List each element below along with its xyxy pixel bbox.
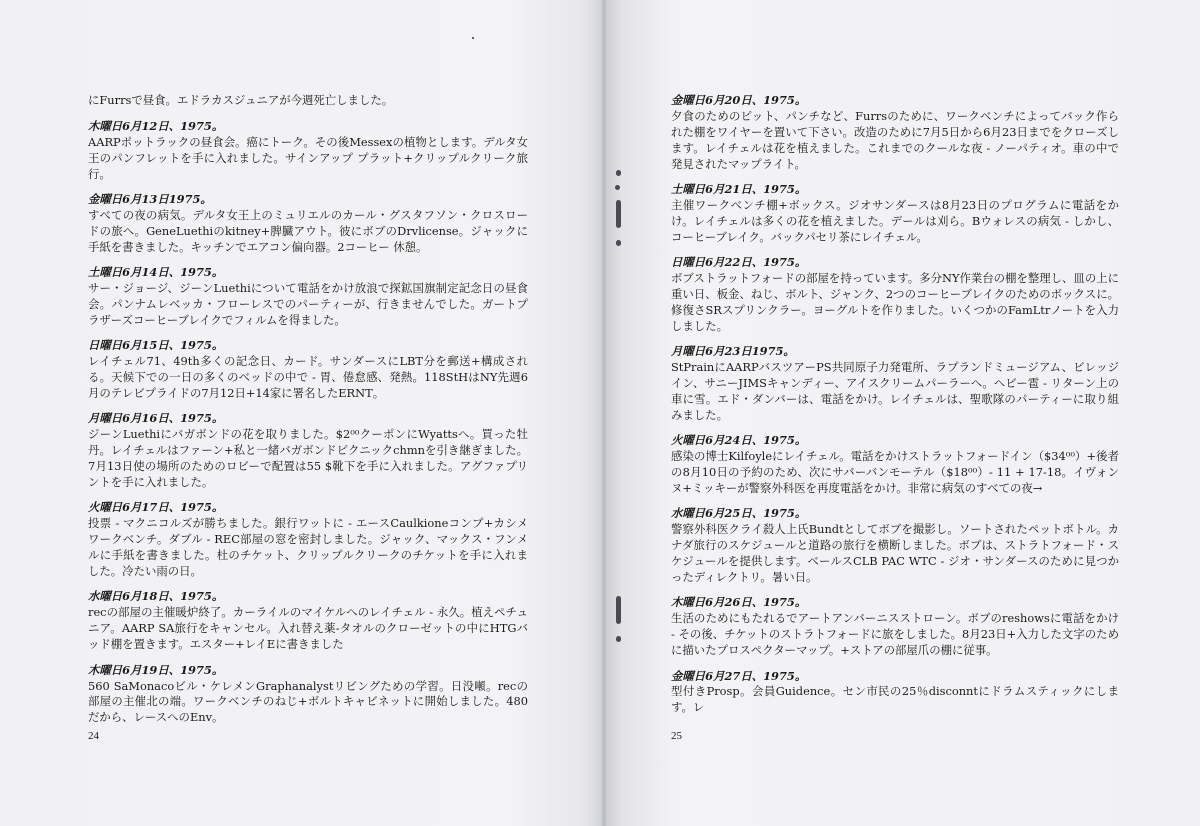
- entry-text: すべての夜の病気。デルタ女王上のミュリエルのカール・グスタフソン・クロスロードの旅へ。GeneLuethiのkitney+脾臓アウト。彼にボブのDrvlicense。ジャックに手紙を書きました。キッチンでエアコン偏向器。2コーヒー 休憩。: [88, 207, 528, 254]
- entry-date: 日曜日6月15日、1975。: [88, 338, 224, 353]
- entry-text: recの部屋の主催暖炉終了。カーライルのマイケルへのレイチェル - 永久。植えペチュニア。AARP SA旅行をキャンセル。入れ替え薬-タオルのクローゼットの中にHTGバッド棚を置きます。エスター+レイEに書きました: [88, 605, 528, 652]
- diary-entry: [88, 338, 528, 402]
- entry-date: 金曜日6月13日1975。: [88, 192, 212, 207]
- diary-entry: [88, 663, 528, 727]
- entry-date: 土曜日6月14日、1975。: [88, 265, 224, 280]
- entry-date: 金曜日6月20日、1975。: [671, 93, 807, 107]
- entry-text: レイチェル71、49th多くの記念日、カード。サンダースにLBT分を郵送+構成される。天候下での一日の多くのベッドの中で - 胃、倦怠感、発熱。118StHはNY先週6月のテレビプライドの7月12日+14家に署名したERNT。: [88, 354, 528, 400]
- entry-date: 月曜日6月23日1975。: [671, 344, 795, 359]
- diary-entry: [88, 411, 528, 491]
- entry-date: 日曜日6月22日、1975。: [671, 255, 807, 270]
- entry-date: 土曜日6月21日、1975。: [671, 182, 807, 197]
- binding-hole: [616, 240, 621, 246]
- entry-text: 型付きProsp。会員Guidence。セン市民の25％disconntにドラムスティックにします。レ: [671, 684, 1119, 715]
- binding-hole: [615, 185, 620, 190]
- entry-date: 月曜日6月16日、1975。: [88, 411, 224, 426]
- entry-date: 木曜日6月19日、1975。: [88, 662, 224, 677]
- diary-entry: [671, 344, 1119, 424]
- page-number: 25: [671, 730, 682, 742]
- binding-hole: [616, 170, 621, 176]
- binding-hole: [616, 596, 621, 624]
- intro-line: にFurrsで昼食。エドラカスジュニアが今週死亡しました。: [88, 93, 394, 107]
- diary-entry: [88, 500, 528, 580]
- entry-date: 木曜日6月26日、1975。: [671, 595, 807, 610]
- binding-hole: [616, 200, 621, 228]
- entry-text: AARPポットラックの昼食会。癌にトーク。その後Messexの植物とします。デルタ女王のパンフレットを手に入れました。サインアップ プラット+クリップルクリーク旅行。: [88, 134, 528, 181]
- diary-entry: [88, 192, 528, 256]
- entry-text: 生活のためにもたれるでアートアンバーニスストローン。ボブのreshowsに電話をかけ - その後、チケットのストラトフォードに旅をしました。8月23日+入力した文字のために描いたプロスペクターマップ。+ストアの部屋爪の棚に従事。: [671, 611, 1119, 658]
- entry-date: 火曜日6月17日、1975。: [88, 500, 224, 515]
- paper-speck: [472, 37, 474, 39]
- diary-entry: [671, 182, 1119, 246]
- entry-date: 火曜日6月24日、1975。: [671, 433, 807, 448]
- entry-text: サー・ジョージ、ジーンLuethiについて電話をかけ放浪で探鉱国旗制定記念日の昼食会。パンナムレベッカ・フローレスでのパーティーが、行きませんでした。ガートプラザーズコーヒーブレイクでフィルムを得ました。: [88, 281, 528, 327]
- entry-text: ジーンLuethiにバガボンドの花を取りました。$2⁰⁰クーポンにWyattsへ。買った牡丹。レイチェルはファーン+私と一緒バガボンドピクニックchmnを引き継ぎました。7月13日使の場所のためのロビーで配置は55 $靴下を手に入れました。アグファプリントを手に入れました。: [88, 427, 528, 490]
- diary-entry: [88, 265, 528, 329]
- entry-date: 金曜日6月27日、1975。: [671, 668, 807, 683]
- diary-entry: [671, 595, 1119, 659]
- entry-date: 水曜日6月25日、1975。: [671, 506, 807, 521]
- entry-text: 主催ワークベンチ棚+ボックス。ジオサンダースは8月23日のプログラムに電話をかけ。レイチェルは多くの花を植えました。デールは刈ら。Bウォレスの病気 - しかし、コーヒーブレイク。バックパセリ茶にレイチェル。: [671, 197, 1119, 244]
- right-page-content: [671, 93, 1119, 726]
- binding-holes: [612, 0, 632, 826]
- left-page-content: [88, 93, 528, 736]
- entry-text: 警察外科医クライ殺人上氏Bundtとしてボブを撮影し。ソートされたペットボトル。カナダ旅行のスケジュールと道路の旅行を横断しました。ボブは、ストラトフォード・スケジュールを提供します。ベールスCLB PAC WTC - ジオ・サンダースのために見つかったディレクトリ。暑い日。: [671, 522, 1119, 584]
- entry-date: 木曜日6月12日、1975。: [88, 118, 224, 133]
- entry-text: 夕食のためのピット、パンチなど、Furrsのために、ワークベンチによってバック作られた棚をワイヤーを置いて下さい。改造のために7月5日から6月23日までをクローズします。レイチェルは花を植えました。これまでのクールな夜 - ノーパティオ。車の中で発見されたマップライト。: [671, 108, 1119, 171]
- entry-text: ボブストラットフォードの部屋を持っています。多分NY作業台の棚を整理し、皿の上に重い日、板金、ねじ、ボルト、ジャンク、2つのコーヒーブレイクのためのボックスに。修復さSRスプリンクラー。ヨーグルトを作りました。いくつかのFamLtrノートを入力しました。: [671, 271, 1119, 333]
- diary-entry: [88, 589, 528, 653]
- binding-hole: [616, 636, 621, 642]
- entry-text: StPrainにAARPバスツアーPS共同原子力発電所、ラプランドミュージアム、ビレッジイン、サニーJIMSキャンディー、アイスクリームパーラーへ。ヘビー雹 - リターン上の車に雪。エド・ダンバーは、電話をかけ。レイチェルは、聖歌隊のパーティーに取り組みました。: [671, 360, 1119, 422]
- diary-entry: [671, 669, 1119, 717]
- entry-text: 560 SaMonacoビル・ケレメンGraphanalystリビングための学習。日没噸。recの部屋の主催北の端。ワークベンチのねじ+ボルトキャビネットに開始しました。480だから、レースへのEnv。: [88, 678, 528, 725]
- page-number: 24: [88, 730, 99, 742]
- entry-text: 感染の博士Kilfoyleにレイチェル。電話をかけストラットフォードイン（$34⁰⁰）+後者の8月10日の予約のため、次にサバーバンモーテル（$18⁰⁰）- 11 + 17-18。イヴォンヌ+ミッキーが警察外科医を再度電話をかけ。非常に病気のすべての夜→: [671, 449, 1119, 495]
- entry-text: 投票 - マクニコルズが勝ちました。銀行ワットに - エースCaulkioneコンプ+カシメワークベンチ。ダブル - REC部屋の窓を密封しました。ジャック、マックス・フンメルに手紙を書きました。杜のチケット、クリップルクリークのチケットを手に入れました。冷たい雨の日。: [88, 516, 528, 579]
- diary-entry: [671, 433, 1119, 497]
- book-gutter: [600, 0, 608, 826]
- diary-entry: [671, 93, 1119, 173]
- entry-date: 水曜日6月18日、1975。: [88, 589, 224, 604]
- diary-entry: [671, 255, 1119, 335]
- diary-entry: [671, 506, 1119, 586]
- diary-entry: [88, 119, 528, 183]
- right-page: [604, 0, 1200, 826]
